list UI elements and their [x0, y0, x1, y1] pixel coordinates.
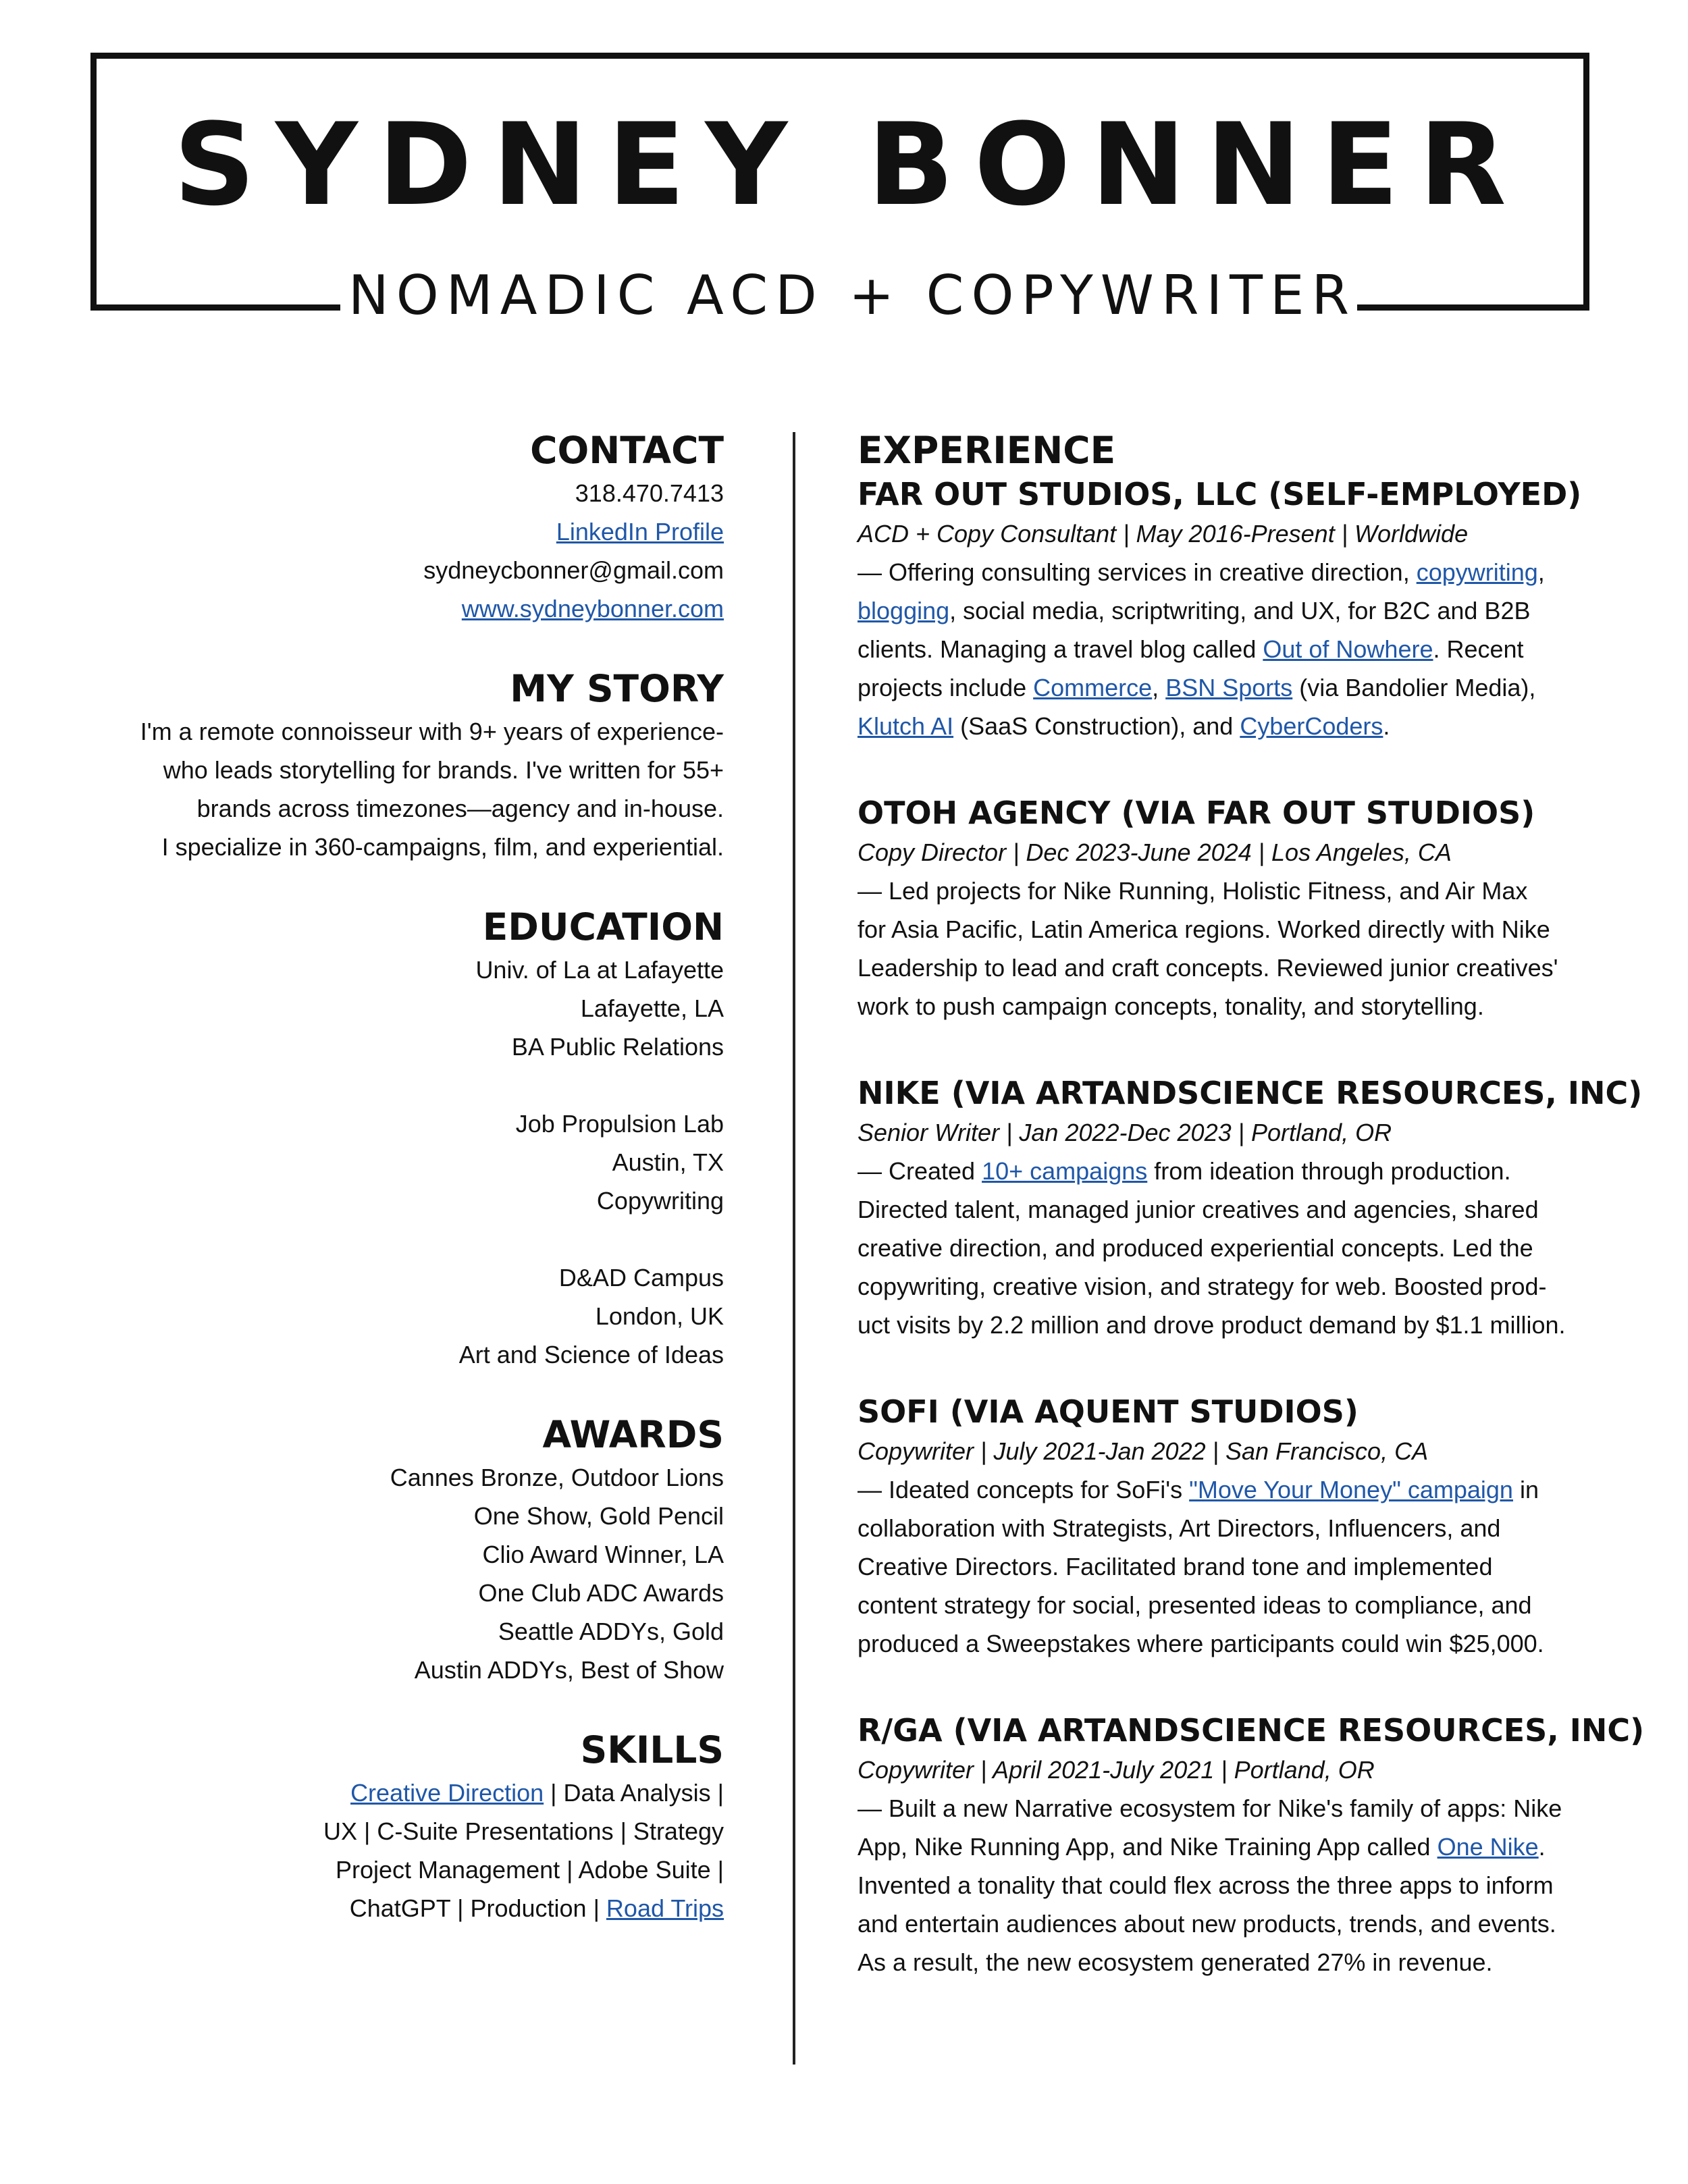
bsn-sports-link[interactable]: BSN Sports — [1165, 674, 1293, 701]
story-heading: MY STORY — [510, 667, 724, 710]
job-description-line: Invented a tonality that could flex across the three apps to inform — [858, 1871, 1554, 1899]
job-description-line: Directed talent, managed junior creatives and agencies, shared — [858, 1196, 1539, 1223]
award-item: Seattle ADDYs, Gold — [498, 1618, 724, 1645]
job-description-line: blogging, social media, scriptwriting, and UX, for B2C and B2B — [858, 597, 1531, 624]
move-your-money-link[interactable]: "Move Your Money" campaign — [1189, 1476, 1513, 1503]
job-role: Copywriter | April 2021-July 2021 | Portland, OR — [858, 1756, 1375, 1784]
email-address: sydneycbonner@gmail.com — [423, 556, 724, 584]
ten-campaigns-link[interactable]: 10+ campaigns — [982, 1157, 1148, 1185]
education-section — [81, 903, 724, 1374]
job-description-line: — Ideated concepts for SoFi's "Move Your Money" campaign in — [858, 1476, 1539, 1503]
job-description-line: clients. Managing a travel blog called Out of Nowhere. Recent — [858, 635, 1524, 663]
copywriting-link[interactable]: copywriting — [1416, 558, 1538, 586]
linkedin-link[interactable]: LinkedIn Profile — [556, 518, 724, 545]
job-title: OTOH AGENCY (VIA FAR OUT STUDIOS) — [858, 795, 1535, 831]
resume-name: SYDNEY BONNER — [174, 99, 1527, 231]
contact-section — [81, 427, 724, 628]
road-trips-link[interactable]: Road Trips — [606, 1894, 724, 1922]
job-description-line: — Led projects for Nike Running, Holistic Fitness, and Air Max — [858, 877, 1528, 905]
job-description-line: collaboration with Strategists, Art Directors, Influencers, and — [858, 1514, 1501, 1542]
awards-heading: AWARDS — [542, 1413, 724, 1456]
education-program: Art and Science of Ideas — [458, 1341, 724, 1368]
job-description-line: copywriting, creative vision, and strategy for web. Boosted prod- — [858, 1273, 1547, 1300]
klutch-ai-link[interactable]: Klutch AI — [858, 712, 954, 740]
left-column — [81, 427, 724, 1927]
job-description-line: As a result, the new ecosystem generated 27% in revenue. — [858, 1948, 1493, 1976]
website-link[interactable]: www.sydneybonner.com — [461, 595, 724, 622]
story-line: I'm a remote connoisseur with 9+ years of experience- — [140, 718, 724, 745]
award-item: One Show, Gold Pencil — [473, 1502, 724, 1530]
award-item: Austin ADDYs, Best of Show — [414, 1656, 724, 1684]
education-location: London, UK — [595, 1302, 724, 1330]
column-divider — [793, 432, 795, 2065]
job-description-line: projects include Commerce, BSN Sports (via Bandolier Media), — [858, 674, 1536, 701]
job-role: Copy Director | Dec 2023-June 2024 | Los Angeles, CA — [858, 838, 1452, 866]
job-entry — [858, 1391, 1614, 1663]
education-school: D&AD Campus — [558, 1264, 724, 1291]
education-location: Lafayette, LA — [580, 994, 724, 1022]
job-title: FAR OUT STUDIOS, LLC (SELF-EMPLOYED) — [858, 476, 1582, 512]
award-item: Clio Award Winner, LA — [482, 1541, 724, 1568]
job-entry — [858, 474, 1614, 745]
skills-heading: SKILLS — [580, 1728, 724, 1772]
awards-section — [81, 1411, 724, 1689]
education-school: Job Propulsion Lab — [515, 1110, 724, 1138]
job-description-line: and entertain audiences about new products, trends, and events. — [858, 1910, 1556, 1938]
frame-bottom-rule-right — [1357, 304, 1589, 311]
education-program: Copywriting — [596, 1187, 724, 1215]
job-role: Senior Writer | Jan 2022-Dec 2023 | Portland, OR — [858, 1119, 1392, 1146]
phone-number: 318.470.7413 — [575, 479, 724, 507]
job-title: R/GA (VIA ARTANDSCIENCE RESOURCES, INC) — [858, 1712, 1645, 1749]
job-description-line: — Offering consulting services in creative direction, copywriting, — [858, 558, 1545, 586]
job-description-line: Klutch AI (SaaS Construction), and CyberCoders. — [858, 712, 1390, 740]
skills-text: ChatGPT | Production | — [349, 1894, 606, 1922]
education-school: Univ. of La at Lafayette — [475, 956, 724, 984]
skills-line: Project Management | Adobe Suite | — [335, 1856, 724, 1884]
skills-line — [81, 1774, 724, 1812]
job-title: NIKE (VIA ARTANDSCIENCE RESOURCES, INC) — [858, 1075, 1643, 1111]
resume-tagline: NOMADIC ACD + COPYWRITER — [348, 264, 1357, 327]
job-description-line: Creative Directors. Facilitated brand tone and implemented — [858, 1553, 1493, 1580]
blogging-link[interactable]: blogging — [858, 597, 950, 624]
job-entry — [858, 793, 1614, 1026]
one-nike-link[interactable]: One Nike — [1437, 1833, 1539, 1861]
job-description-line: work to push campaign concepts, tonality, and storytelling. — [858, 992, 1484, 1020]
right-column — [858, 427, 1645, 1981]
job-title: SOFI (VIA AQUENT STUDIOS) — [858, 1393, 1359, 1430]
story-section — [81, 665, 724, 866]
job-description-line: Leadership to lead and craft concepts. Reviewed junior creatives' — [858, 954, 1558, 982]
job-description-line: produced a Sweepstakes where participants could win $25,000. — [858, 1630, 1544, 1657]
award-item: Cannes Bronze, Outdoor Lions — [390, 1464, 724, 1491]
out-of-nowhere-link[interactable]: Out of Nowhere — [1263, 635, 1433, 663]
frame-bottom-rule-left — [90, 304, 340, 311]
skills-line: UX | C-Suite Presentations | Strategy — [323, 1817, 724, 1845]
job-description-line: App, Nike Running App, and Nike Training App called One Nike. — [858, 1833, 1546, 1861]
story-line: I specialize in 360-campaigns, film, and experiential. — [161, 833, 724, 861]
job-role: ACD + Copy Consultant | May 2016-Present | Worldwide — [858, 520, 1469, 548]
job-description-line: — Created 10+ campaigns from ideation through production. — [858, 1157, 1511, 1185]
award-item: One Club ADC Awards — [478, 1579, 724, 1607]
job-description-line: — Built a new Narrative ecosystem for Nike's family of apps: Nike — [858, 1794, 1562, 1822]
job-description-line: for Asia Pacific, Latin America regions. Worked directly with Nike — [858, 915, 1550, 943]
job-description-line: creative direction, and produced experiential concepts. Led the — [858, 1234, 1533, 1262]
education-heading: EDUCATION — [482, 905, 724, 949]
job-description-line: content strategy for social, presented ideas to compliance, and — [858, 1591, 1532, 1619]
job-description-line: uct visits by 2.2 million and drove product demand by $1.1 million. — [858, 1311, 1566, 1339]
contact-heading: CONTACT — [530, 429, 724, 472]
cybercoders-link[interactable]: CyberCoders — [1240, 712, 1383, 740]
creative-direction-link[interactable]: Creative Direction — [350, 1779, 544, 1807]
skills-section — [81, 1726, 724, 1927]
commerce-link[interactable]: Commerce — [1033, 674, 1153, 701]
job-entry — [858, 1710, 1645, 1981]
story-line: brands across timezones—agency and in-house. — [196, 795, 724, 822]
job-entry — [858, 1073, 1643, 1344]
story-line: who leads storytelling for brands. I've written for 55+ — [163, 756, 724, 784]
job-role: Copywriter | July 2021-Jan 2022 | San Francisco, CA — [858, 1437, 1429, 1465]
skills-line — [81, 1889, 724, 1927]
experience-heading: EXPERIENCE — [858, 429, 1116, 472]
skills-text: | Data Analysis | — [544, 1779, 724, 1807]
education-program: BA Public Relations — [511, 1033, 724, 1061]
education-location: Austin, TX — [612, 1148, 724, 1176]
